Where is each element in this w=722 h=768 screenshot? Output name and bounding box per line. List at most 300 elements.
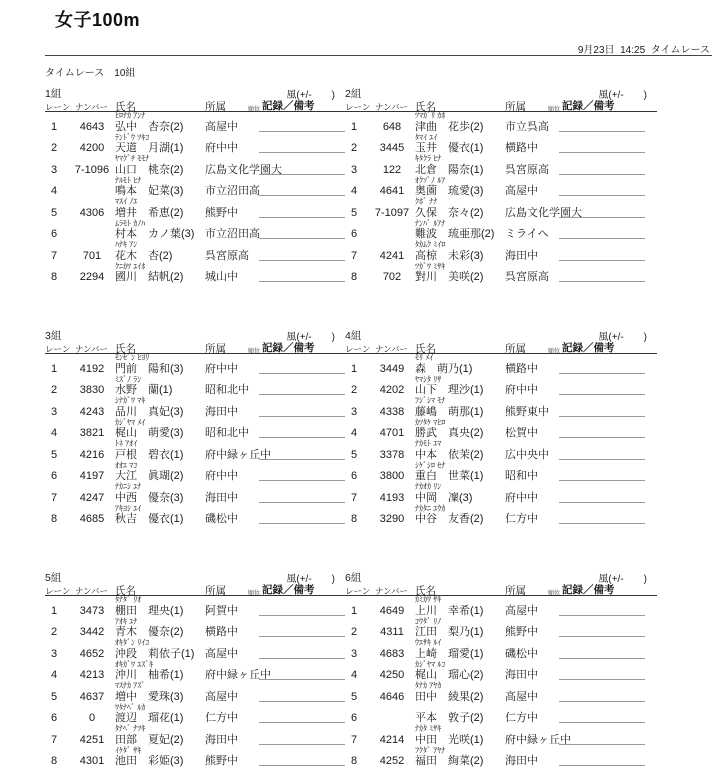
bib-number-cell: 3821 xyxy=(79,427,105,439)
affiliation-cell: 広島文化学園大 xyxy=(505,206,582,219)
bib-number-cell: 4685 xyxy=(79,513,105,525)
affiliation-cell: 仁方中 xyxy=(505,513,538,525)
record-underline xyxy=(559,744,645,745)
record-underline xyxy=(259,416,345,417)
col-record: 記録／備考 xyxy=(562,342,615,354)
col-rank: 順位 xyxy=(248,349,261,355)
record-underline xyxy=(259,480,345,481)
record-underline xyxy=(559,459,645,460)
bib-number-cell: 702 xyxy=(382,271,402,283)
table-row xyxy=(345,618,657,640)
furigana-text: ｱｵｷ ﾕﾅ xyxy=(115,616,138,626)
athlete-name-cell: 田部 夏妃(2) xyxy=(115,733,184,746)
lane-cell: 4 xyxy=(50,669,58,681)
record-underline xyxy=(259,459,345,460)
record-underline xyxy=(259,722,345,723)
affiliation-cell: 海田中 xyxy=(205,405,238,418)
bib-number-cell: 3378 xyxy=(379,448,405,461)
athlete-name-cell: 門前 陽和(3) xyxy=(115,362,184,375)
col-record: 記録／備考 xyxy=(262,584,315,596)
table-row xyxy=(45,462,345,484)
athlete-name-cell: 久保 奈々(2) xyxy=(415,206,484,219)
affiliation-cell: 高屋中 xyxy=(205,120,238,133)
bib-number-cell: 4701 xyxy=(379,427,405,439)
table-row xyxy=(45,725,345,747)
table-row xyxy=(45,440,345,462)
bib-number-cell: 0 xyxy=(88,712,96,724)
lane-cell: 5 xyxy=(50,206,58,219)
group-rows xyxy=(345,354,657,526)
record-underline xyxy=(259,238,345,239)
bib-number-cell: 4192 xyxy=(79,362,105,375)
column-headers xyxy=(45,582,345,596)
bib-number-cell: 3442 xyxy=(79,626,105,638)
group-label: 4組 xyxy=(345,330,362,342)
lane-cell: 6 xyxy=(50,712,58,724)
athlete-name-cell: 大江 眞瑚(2) xyxy=(115,470,184,482)
table-row xyxy=(345,747,657,768)
affiliation-cell: 府中緑ヶ丘中 xyxy=(505,733,571,746)
lane-cell: 1 xyxy=(50,120,58,133)
furigana-text: ｶｼﾞﾔﾏ ﾒｲ xyxy=(115,417,146,427)
bib-number-cell: 4306 xyxy=(79,206,105,219)
affiliation-cell: 高屋中 xyxy=(205,690,238,703)
table-row xyxy=(45,220,345,242)
furigana-text: ﾋﾛﾅｶ ｱﾝﾅ xyxy=(115,111,146,120)
bib-number-cell: 4202 xyxy=(379,384,405,396)
table-row xyxy=(45,263,345,285)
affiliation-cell: 海田中 xyxy=(205,733,238,746)
lane-cell: 3 xyxy=(50,647,58,660)
furigana-text: ﾀｶﾑｸ ﾐｲﾛ xyxy=(415,240,446,249)
record-underline xyxy=(559,480,645,481)
bib-number-cell: 4683 xyxy=(379,647,405,660)
table-row xyxy=(45,596,345,618)
wind-label: 風(+/- ) xyxy=(598,574,647,585)
record-underline xyxy=(559,502,645,503)
affiliation-cell: 熊野中 xyxy=(205,206,238,219)
athlete-name-cell: 上崎 瑠愛(1) xyxy=(415,647,484,660)
groups-grid xyxy=(45,86,657,766)
group-label: 5組 xyxy=(45,572,62,584)
record-underline xyxy=(559,238,645,239)
athlete-name-cell: 弘中 杏奈(2) xyxy=(115,120,184,133)
bib-number-cell: 3449 xyxy=(379,362,405,375)
col-lane: レーン xyxy=(45,344,71,354)
group-table xyxy=(45,328,345,524)
affiliation-cell: 熊野中 xyxy=(505,626,538,638)
athlete-name-cell: 田中 綾果(2) xyxy=(415,690,484,703)
athlete-name-cell: 池田 彩姫(3) xyxy=(115,755,184,767)
athlete-name-cell: 難波 琉亜那(2) xyxy=(415,228,495,240)
date-time-label: 9月23日 14:25 タイムレース xyxy=(577,45,710,56)
lane-cell: 2 xyxy=(350,384,358,396)
athlete-name-cell: 中岡 凜(3) xyxy=(415,491,473,504)
col-rank: 順位 xyxy=(548,591,561,597)
athlete-name-cell: 品川 真妃(3) xyxy=(115,405,184,418)
record-underline xyxy=(259,615,345,616)
affiliation-cell: 高屋中 xyxy=(505,690,538,703)
record-underline xyxy=(559,217,645,218)
table-row xyxy=(45,134,345,156)
furigana-text: ﾔﾏｼﾀ ﾘｻ xyxy=(415,374,442,384)
col-affiliation: 所属 xyxy=(205,343,226,355)
lane-cell: 5 xyxy=(350,448,358,461)
wind-label: 風(+/- ) xyxy=(286,574,335,585)
athlete-name-cell: 森 萌乃(1) xyxy=(415,362,473,375)
table-row xyxy=(45,505,345,527)
col-number: ナンバー xyxy=(375,586,408,596)
record-underline xyxy=(259,658,345,659)
furigana-text: ﾅｶｵｶ ﾘﾝ xyxy=(415,482,442,491)
athlete-name-cell: 増中 愛珠(3) xyxy=(115,690,184,703)
group-rows xyxy=(345,112,657,284)
col-number: ナンバー xyxy=(375,102,408,112)
record-underline xyxy=(259,174,345,175)
lane-cell: 7 xyxy=(50,249,58,262)
col-number: ナンバー xyxy=(75,586,108,596)
bib-number-cell: 3830 xyxy=(79,384,105,396)
athlete-name-cell: 上川 幸希(1) xyxy=(415,604,484,617)
col-name: 氏名 xyxy=(115,585,136,597)
col-rank: 順位 xyxy=(548,107,561,113)
col-rank: 順位 xyxy=(248,107,261,113)
record-underline xyxy=(559,437,645,438)
affiliation-cell: 市立呉高 xyxy=(505,120,549,133)
bib-number-cell: 4637 xyxy=(79,690,105,703)
group-table xyxy=(345,86,657,282)
table-row xyxy=(345,112,657,134)
table-row xyxy=(45,376,345,398)
bib-number-cell: 4301 xyxy=(79,755,105,767)
record-underline xyxy=(559,281,645,282)
table-row xyxy=(345,198,657,220)
athlete-name-cell: 増井 希恵(2) xyxy=(115,206,184,219)
table-row xyxy=(45,682,345,704)
furigana-text: ﾑﾗﾓﾄ ｶﾉﾊ xyxy=(115,218,146,228)
record-underline xyxy=(559,765,645,766)
furigana-text: ﾅﾝﾊﾞ ﾙｱﾅ xyxy=(415,218,446,228)
bib-number-cell: 4213 xyxy=(79,669,105,681)
athlete-name-cell: 棚田 理央(1) xyxy=(115,604,184,617)
affiliation-cell: 昭和中 xyxy=(505,470,538,482)
affiliation-cell: 熊野東中 xyxy=(505,405,549,418)
table-row xyxy=(345,704,657,726)
lane-cell: 8 xyxy=(50,513,58,525)
record-underline xyxy=(559,416,645,417)
table-row xyxy=(345,682,657,704)
record-underline xyxy=(259,701,345,702)
header-rule xyxy=(45,55,712,56)
bib-number-cell: 4643 xyxy=(79,120,105,133)
athlete-name-cell: 秋吉 優衣(1) xyxy=(115,513,184,525)
table-row xyxy=(345,661,657,683)
table-row xyxy=(345,639,657,661)
affiliation-cell: 磯松中 xyxy=(505,647,538,660)
furigana-text: ﾓﾝｾﾞﾝ ﾋﾖﾘ xyxy=(115,353,150,362)
record-underline xyxy=(559,701,645,702)
lane-cell: 4 xyxy=(50,185,58,197)
bib-number-cell: 4193 xyxy=(379,491,405,504)
lane-cell: 7 xyxy=(350,491,358,504)
bib-number-cell: 648 xyxy=(382,120,402,133)
lane-cell: 1 xyxy=(350,362,358,375)
record-underline xyxy=(259,373,345,374)
group-rows xyxy=(45,596,345,768)
column-headers xyxy=(345,98,657,112)
furigana-text: ﾅｶﾀﾆ ﾕｳｶ xyxy=(415,503,446,513)
bib-number-cell: 4252 xyxy=(379,755,405,767)
furigana-text: ｵｸｿﾞﾉ ﾙｱ xyxy=(415,175,446,185)
table-row xyxy=(45,354,345,376)
athlete-name-cell: 天道 月湖(1) xyxy=(115,142,184,154)
affiliation-cell: 高屋中 xyxy=(505,185,538,197)
affiliation-cell: 市立沼田高 xyxy=(205,228,260,240)
athlete-name-cell: 山下 理沙(1) xyxy=(415,384,484,396)
record-underline xyxy=(559,615,645,616)
athlete-name-cell: 戸根 碧衣(1) xyxy=(115,448,184,461)
wind-label: 風(+/- ) xyxy=(598,90,647,101)
col-name: 氏名 xyxy=(115,101,136,113)
record-underline xyxy=(559,658,645,659)
table-row xyxy=(45,155,345,177)
race-info-label: タイムレース 10組 xyxy=(45,68,136,79)
col-lane: レーン xyxy=(45,586,71,596)
athlete-name-cell: 花木 杏(2) xyxy=(115,249,173,262)
bib-number-cell: 701 xyxy=(82,249,102,262)
athlete-name-cell: 山口 桃奈(2) xyxy=(115,163,184,176)
lane-cell: 6 xyxy=(50,228,58,240)
furigana-text: ﾃﾝﾄﾞｳ ﾂｷｺ xyxy=(115,132,150,142)
group-header xyxy=(45,86,345,101)
affiliation-cell: 横路中 xyxy=(505,362,538,375)
athlete-name-cell: 渡辺 瑠花(1) xyxy=(115,712,184,724)
affiliation-cell: 府中緑ヶ丘中 xyxy=(205,448,271,461)
lane-cell: 4 xyxy=(350,427,358,439)
affiliation-cell: 高屋中 xyxy=(205,647,238,660)
col-affiliation: 所属 xyxy=(505,343,526,355)
affiliation-cell: 呉宮原高 xyxy=(505,163,549,176)
furigana-text: ﾀﾏｲ ﾕｲ xyxy=(415,132,438,142)
col-rank: 順位 xyxy=(248,591,261,597)
furigana-text: ﾀﾅﾀﾞ ﾘｵ xyxy=(115,595,142,604)
table-row xyxy=(45,618,345,640)
record-underline xyxy=(559,523,645,524)
column-headers xyxy=(345,340,657,354)
athlete-name-cell: 中田 光咲(1) xyxy=(415,733,484,746)
furigana-text: ｵｷｶﾞﾜ ﾕｽﾞｷ xyxy=(115,659,154,669)
group-label: 1組 xyxy=(45,88,62,100)
col-name: 氏名 xyxy=(415,585,436,597)
lane-cell: 8 xyxy=(350,755,358,767)
lane-cell: 2 xyxy=(50,142,58,154)
col-rank: 順位 xyxy=(548,349,561,355)
athlete-name-cell: 沖段 莉依子(1) xyxy=(115,647,195,660)
record-underline xyxy=(259,523,345,524)
col-lane: レーン xyxy=(45,102,71,112)
record-underline xyxy=(559,636,645,637)
athlete-name-cell: 中西 優奈(3) xyxy=(115,491,184,504)
group-rows xyxy=(345,596,657,768)
affiliation-cell: 城山中 xyxy=(205,271,238,283)
group-header xyxy=(45,328,345,343)
group-rows xyxy=(45,354,345,526)
bib-number-cell: 2294 xyxy=(79,271,105,283)
bib-number-cell: 3800 xyxy=(379,470,405,482)
furigana-text: ﾀﾅｶ ｱﾔｶ xyxy=(415,681,442,690)
athlete-name-cell: 中谷 友香(2) xyxy=(415,513,484,525)
lane-cell: 1 xyxy=(50,604,58,617)
lane-cell: 3 xyxy=(350,405,358,418)
athlete-name-cell: 沖川 柚希(1) xyxy=(115,669,184,681)
lane-cell: 8 xyxy=(350,271,358,283)
group-table xyxy=(45,86,345,282)
table-row xyxy=(345,440,657,462)
lane-cell: 7 xyxy=(50,733,58,746)
col-name: 氏名 xyxy=(415,343,436,355)
page-title: 女子100m xyxy=(55,10,141,30)
affiliation-cell: 市立沼田高 xyxy=(205,185,260,197)
lane-cell: 2 xyxy=(350,142,358,154)
record-underline xyxy=(259,765,345,766)
affiliation-cell: 海田中 xyxy=(505,249,538,262)
lane-cell: 3 xyxy=(50,163,58,176)
bib-number-cell: 4214 xyxy=(379,733,405,746)
furigana-text: ｳｴｻｷ ﾙｲ xyxy=(415,638,442,647)
record-underline xyxy=(559,260,645,261)
affiliation-cell: 府中中 xyxy=(505,384,538,396)
furigana-text: ﾌｼﾞｼﾏ ﾓﾅ xyxy=(415,396,446,405)
bib-number-cell: 4200 xyxy=(79,142,105,154)
record-underline xyxy=(259,195,345,196)
col-affiliation: 所属 xyxy=(205,585,226,597)
col-record: 記録／備考 xyxy=(562,100,615,112)
athlete-name-cell: 中本 依茉(2) xyxy=(415,448,484,461)
col-name: 氏名 xyxy=(115,343,136,355)
furigana-text: ﾅｶﾀ ﾐｻｷ xyxy=(415,724,442,733)
affiliation-cell: 呉宮原高 xyxy=(205,249,249,262)
athlete-name-cell: 高椋 未彩(3) xyxy=(415,249,484,262)
affiliation-cell: 磯松中 xyxy=(205,513,238,525)
lane-cell: 6 xyxy=(350,228,358,240)
table-row xyxy=(345,241,657,263)
furigana-text: ﾜﾀﾅﾍﾞ ﾙｶ xyxy=(115,702,146,712)
affiliation-cell: 府中中 xyxy=(505,491,538,504)
affiliation-cell: 府中中 xyxy=(205,362,238,375)
table-row xyxy=(45,704,345,726)
athlete-name-cell: 津曲 花歩(2) xyxy=(415,120,484,133)
bib-number-cell: 4250 xyxy=(379,669,405,681)
affiliation-cell: 仁方中 xyxy=(505,712,538,724)
lane-cell: 2 xyxy=(350,626,358,638)
table-row xyxy=(345,354,657,376)
bib-number-cell: 4247 xyxy=(79,491,105,504)
group-header xyxy=(345,328,657,343)
bib-number-cell: 122 xyxy=(382,163,402,176)
furigana-text: ﾐｽﾞﾉ ﾗﾝ xyxy=(115,374,142,384)
bib-number-cell: 4241 xyxy=(379,249,405,262)
group-table xyxy=(345,328,657,524)
athlete-name-cell: 北倉 陽奈(1) xyxy=(415,163,484,176)
record-underline xyxy=(559,174,645,175)
affiliation-cell: 海田中 xyxy=(205,491,238,504)
lane-cell: 6 xyxy=(50,470,58,482)
wind-label: 風(+/- ) xyxy=(286,90,335,101)
lane-cell: 3 xyxy=(50,405,58,418)
col-lane: レーン xyxy=(345,344,371,354)
bib-number-cell: 4251 xyxy=(79,733,105,746)
record-underline xyxy=(559,722,645,723)
lane-cell: 2 xyxy=(50,626,58,638)
lane-cell: 6 xyxy=(350,712,358,724)
affiliation-cell: ミライヘ xyxy=(505,228,549,240)
furigana-text: ｼｹﾞｼﾛ ｾﾅ xyxy=(415,460,446,470)
col-record: 記録／備考 xyxy=(262,100,315,112)
bib-number-cell: 4216 xyxy=(79,448,105,461)
affiliation-cell: 松賀中 xyxy=(505,427,538,439)
lane-cell: 3 xyxy=(350,647,358,660)
record-underline xyxy=(559,373,645,374)
affiliation-cell: 府中中 xyxy=(205,470,238,482)
table-row xyxy=(345,220,657,242)
bib-number-cell: 4641 xyxy=(379,185,405,197)
furigana-text: ﾅｶﾓﾄ ｴﾏ xyxy=(415,439,442,448)
lane-cell: 7 xyxy=(50,491,58,504)
furigana-text: ｵｵｴ ﾏｺ xyxy=(115,460,138,470)
furigana-text: ｵｷﾀﾞﾝ ﾘｲｺ xyxy=(115,638,150,647)
table-row xyxy=(345,376,657,398)
table-row xyxy=(345,397,657,419)
furigana-text: ﾌｸﾀﾞ ｱﾔﾅ xyxy=(415,745,446,755)
record-underline xyxy=(259,131,345,132)
furigana-text: ｸﾆｶﾜ ﾕｲﾎ xyxy=(115,261,146,271)
table-row xyxy=(45,198,345,220)
col-lane: レーン xyxy=(345,586,371,596)
col-affiliation: 所属 xyxy=(505,585,526,597)
affiliation-cell: 昭和北中 xyxy=(205,384,249,396)
group-label: 6組 xyxy=(345,572,362,584)
table-row xyxy=(45,241,345,263)
affiliation-cell: 呉宮原高 xyxy=(505,271,549,283)
furigana-text: ﾔﾏｸﾞﾁ ﾓﾓﾅ xyxy=(115,154,150,163)
record-underline xyxy=(559,195,645,196)
table-row xyxy=(45,483,345,505)
bib-number-cell: 7-1097 xyxy=(374,206,410,219)
table-row xyxy=(345,419,657,441)
athlete-name-cell: 梶山 瑠心(2) xyxy=(415,669,484,681)
affiliation-cell: 府中緑ヶ丘中 xyxy=(205,669,271,681)
table-row xyxy=(45,419,345,441)
athlete-name-cell: 對川 美咲(2) xyxy=(415,271,484,283)
record-underline xyxy=(559,394,645,395)
affiliation-cell: 府中中 xyxy=(205,142,238,154)
col-affiliation: 所属 xyxy=(505,101,526,113)
athlete-name-cell: 重白 世菜(1) xyxy=(415,470,484,482)
furigana-text: ｼﾅｶﾞﾜ ﾏｷ xyxy=(115,396,146,405)
athlete-name-cell: 玉井 優衣(1) xyxy=(415,142,484,154)
athlete-name-cell: 勝武 真央(2) xyxy=(415,427,484,439)
col-number: ナンバー xyxy=(75,102,108,112)
bib-number-cell: 4652 xyxy=(79,647,105,660)
bib-number-cell: 4243 xyxy=(79,405,105,418)
col-number: ナンバー xyxy=(375,344,408,354)
table-row xyxy=(345,263,657,285)
group-label: 2組 xyxy=(345,88,362,100)
affiliation-cell: 横路中 xyxy=(505,142,538,154)
column-headers xyxy=(345,582,657,596)
group-label: 3組 xyxy=(45,330,62,342)
lane-cell: 8 xyxy=(350,513,358,525)
